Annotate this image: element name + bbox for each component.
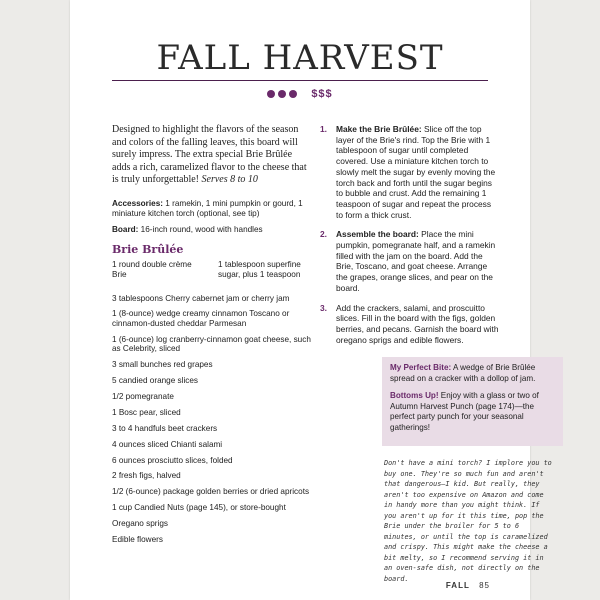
cookbook-page: [70, 0, 552, 600]
page-number: 85: [479, 581, 490, 590]
intro-paragraph: [112, 124, 312, 187]
accessories: [112, 199, 312, 219]
difficulty-dots: [267, 90, 297, 98]
intro-text: Designed to highlight the flavors of the season and colors of the falling leaves, this board will surely impress. The extra special Brie Brûlée adds a rich, caramelized flavor to the cheese that is truly unforgettable!: [112, 124, 307, 185]
bottoms-up-tip: [390, 391, 555, 433]
serves-text: Serves 8 to 10: [201, 174, 258, 185]
brulee-heading: Brie Brûlée: [112, 242, 184, 256]
perfect-bite-text: A wedge of Brie Brûlée spread on a cracker with a dollop of jam.: [390, 363, 536, 383]
footer-section: FALL: [445, 581, 470, 590]
board-text: 16-inch round, wood with handles: [140, 224, 263, 234]
board-info: [112, 225, 312, 235]
board-label: Board:: [112, 224, 139, 234]
difficulty-dot: [289, 90, 297, 98]
ingredient-item: Edible flowers: [112, 534, 163, 544]
ingredient-item: 4 ounces sliced Chianti salami: [112, 439, 223, 449]
step-text: Place the mini pumpkin, pomegranate half, and a ramekin filled with the jam on the board. Add the Brie, Toscano, and goat cheese. Arrange the grapes, orange slices, and pear on the board.: [336, 229, 496, 293]
step-1: [320, 124, 500, 220]
step-number: 2.: [320, 229, 327, 240]
ingredient-item: 3 tablespoons Cherry cabernet jam or cherry jam: [112, 293, 290, 303]
right-column: [320, 124, 500, 354]
step-3: [320, 303, 500, 346]
accessories-label: Accessories:: [112, 198, 163, 208]
accessories-text: 1 ramekin, 1 mini pumpkin or gourd, 1 miniature kitchen torch (optional, see tip): [112, 198, 303, 218]
step-number: 3.: [320, 302, 327, 313]
perfect-bite-label: My Perfect Bite:: [390, 363, 452, 372]
step-title: Assemble the board:: [336, 229, 419, 240]
difficulty-dot: [267, 90, 275, 98]
ingredient-item: 1 (6-ounce) log cranberry-cinnamon goat cheese, such as Celebrity, sliced: [112, 334, 311, 354]
ingredient-item: 5 candied orange slices: [112, 376, 199, 386]
step-text: Add the crackers, salami, and proscuitto slices. Fill in the board with the figs, golden berries, and pecans. Garnish the board with oregano sprigs and edible flowers.: [336, 302, 499, 345]
step-text: Slice off the top layer of the Brie's rind. Top the Brie with 1 tablespoon of sugar until completed covered. Use a miniature kitchen torch to slowly melt the sugar by evenly moving the torch back and forth until the sugar begins to bubble and crust. Add the remaining 1 teaspoon of sugar and repeat the process to form a thick crust.: [336, 124, 496, 220]
perfect-bite-tip: [390, 363, 555, 384]
left-column: [112, 124, 312, 551]
step-body: [336, 124, 500, 220]
recipe-meta: [70, 88, 530, 100]
tips-box: [382, 357, 563, 446]
bottoms-up-text: Enjoy with a glass or two of Autumn Harvest Punch (page 174)—the perfect party punch for your seasonal gatherings!: [390, 391, 539, 432]
ingredient-item: 1 Bosc pear, sliced: [112, 407, 181, 417]
step-body: [336, 303, 500, 346]
ingredient-item: 6 ounces prosciutto slices, folded: [112, 455, 233, 465]
step-number: 1.: [320, 124, 327, 134]
cost-rating: $$$: [311, 88, 333, 100]
brulee-ingredients: [112, 260, 312, 280]
ingredient-item: 1/2 (6-ounce) package golden berries or dried apricots: [112, 487, 310, 497]
brulee-ingredient-sugar: 1 tablespoon superfine sugar, plus 1 teaspoon: [218, 259, 301, 279]
ingredient-item: 2 fresh figs, halved: [112, 471, 181, 481]
title-divider: [112, 80, 488, 81]
difficulty-dot: [278, 90, 286, 98]
brulee-ingredient-brie: 1 round double crème Brie: [112, 259, 192, 279]
ingredient-item: 3 to 4 handfuls beet crackers: [112, 423, 218, 433]
ingredient-item: 3 small bunches red grapes: [112, 360, 213, 370]
ingredient-list: [112, 294, 312, 545]
step-body: [336, 229, 500, 293]
page-title: FALL HARVEST: [156, 38, 444, 78]
ingredient-item: 1/2 pomegranate: [112, 391, 174, 401]
handwritten-note: Don't have a mini torch? I implore you to buy one. They're so much fun and aren't that dangerous—I kid. But really, they aren't too expensive on Amazon and come in handy more than you might think. If you aren't up for it this time, pop the Brie under the broiler for 5 to 6 minutes, or until the top is caramelized and crispy. This might make the cheese a bit melty, so I recommend serving it in an oven-safe dish, not directly on the board.: [384, 459, 552, 583]
page-footer: [446, 581, 490, 590]
bottoms-up-label: Bottoms Up!: [390, 391, 439, 400]
ingredient-item: 1 cup Candied Nuts (page 145), or store-bought: [112, 503, 286, 513]
step-2: [320, 229, 500, 293]
step-title: Make the Brie Brûlée:: [336, 124, 422, 134]
ingredient-item: Oregano sprigs: [112, 519, 168, 529]
ingredient-item: 1 (8-ounce) wedge creamy cinnamon Toscano or cinnamon-dusted cheddar Parmesan: [112, 309, 290, 328]
